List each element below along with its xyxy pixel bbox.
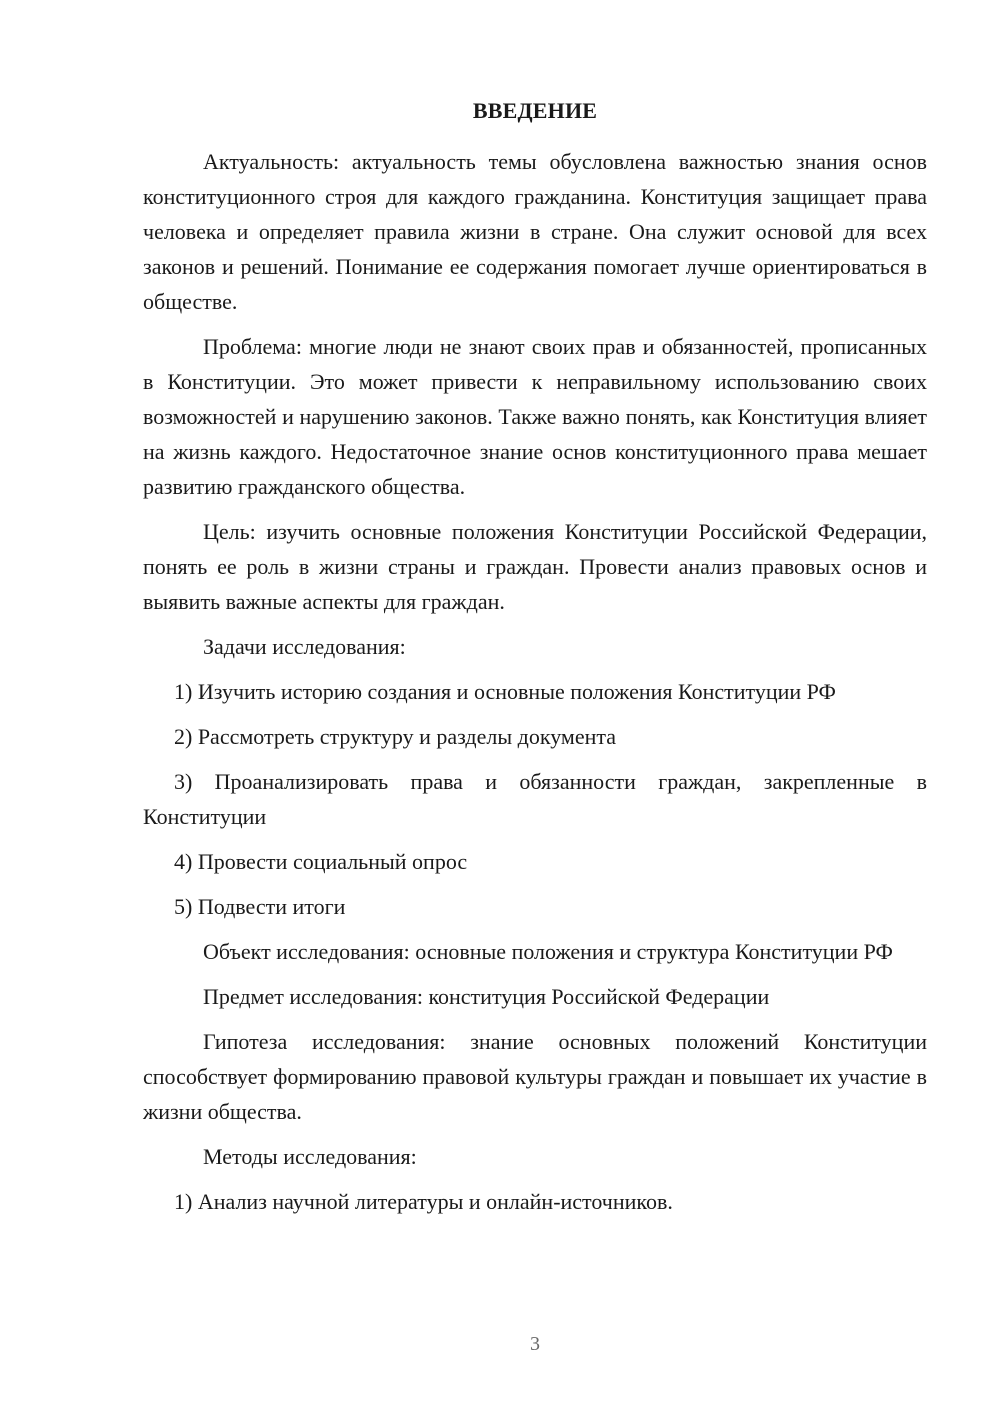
page-number: 3 <box>530 1333 540 1355</box>
task-item-3: 3) Проанализировать права и обязанности граждан, закрепленные в Конституции <box>143 769 927 829</box>
section-title: ВВЕДЕНИЕ <box>472 98 598 123</box>
paragraph-problem: Проблема: многие люди не знают своих прав и обязанностей, прописанных в Конституции. Это может привести к неправильному использованию своих возможностей и нарушению законов. Также важно понять, как Конституция влияет на жизнь каждого. Недостаточное знание основ конституционного права мешает развитию гражданского общества. <box>143 334 927 499</box>
method-item-1: 1) Анализ научной литературы и онлайн-источников. <box>174 1189 673 1214</box>
document-page <box>143 96 927 1219</box>
task-item-1: 1) Изучить историю создания и основные положения Конституции РФ <box>174 679 836 704</box>
paragraph-relevance: Актуальность: актуальность темы обусловлена важностью знания основ конституционного строя для каждого гражданина. Конституция защищает права человека и определяет правила жизни в стране. Она служит основой для всех законов и решений. Понимание ее содержания помогает лучше ориентироваться в обществе. <box>143 149 927 314</box>
task-item-5: 5) Подвести итоги <box>174 894 346 919</box>
paragraph-hypothesis: Гипотеза исследования: знание основных положений Конституции способствует формированию правовой культуры граждан и повышает их участие в жизни общества. <box>143 1029 927 1124</box>
paragraph-subject: Предмет исследования: конституция Российской Федерации <box>203 984 770 1009</box>
task-item-4: 4) Провести социальный опрос <box>174 849 468 874</box>
paragraph-goal: Цель: изучить основные положения Конституции Российской Федерации, понять ее роль в жизни страны и граждан. Провести анализ правовых основ и выявить важные аспекты для граждан. <box>143 519 927 614</box>
methods-heading: Методы исследования: <box>203 1144 417 1169</box>
task-item-2: 2) Рассмотреть структуру и разделы документа <box>174 724 617 749</box>
tasks-heading: Задачи исследования: <box>203 634 406 659</box>
paragraph-object: Объект исследования: основные положения и структура Конституции РФ <box>203 939 893 964</box>
